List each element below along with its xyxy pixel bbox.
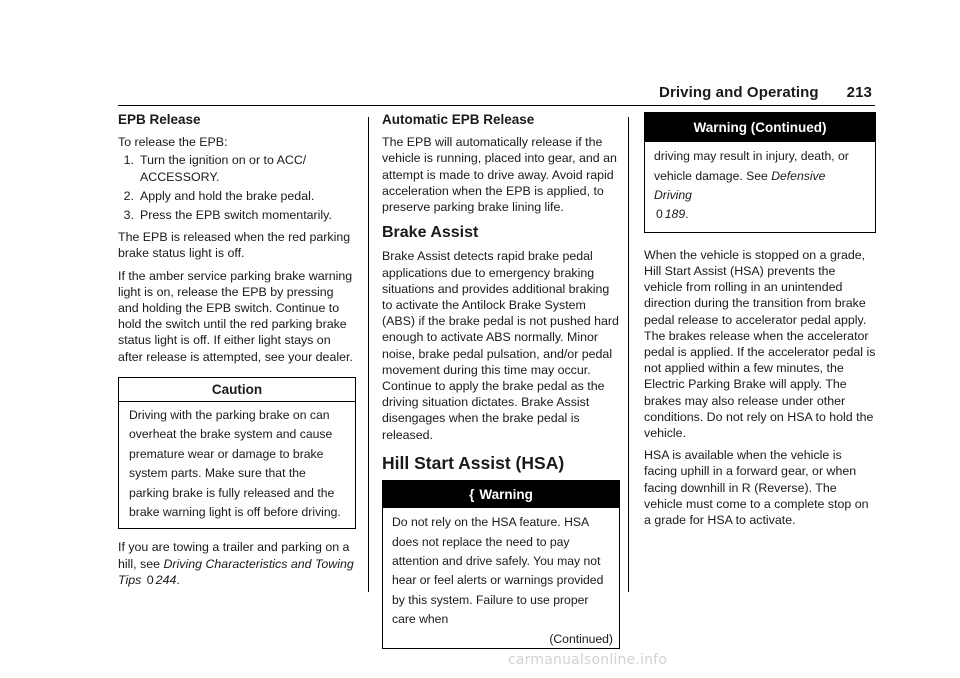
auto-epb-body: The EPB will automatically release if the vehicle is running, placed into gear, and an attempt is made to drive away. Avoid rapid acceleration when the EPB is applied, to preserve parking brake lining life. — [382, 135, 617, 215]
warning-title: Warning — [479, 487, 533, 503]
warning-icon: { — [469, 487, 475, 503]
page-number: 213 — [846, 84, 872, 101]
brake-assist-heading: Brake Assist — [382, 224, 479, 242]
towing-tips-link[interactable]: Driving Characteristics and Towing Tips — [118, 556, 354, 587]
watermark: carmanualsonline.info — [508, 652, 668, 668]
caution-title: Caution — [119, 378, 355, 402]
auto-epb-heading: Automatic EPB Release — [382, 112, 535, 127]
towing-paragraph: If you are towing a trailer and parking on a hill, see Driving Characteristics and Towing Tips 0 244. — [118, 540, 354, 587]
warning-continued-box — [644, 112, 876, 233]
warning-continued-body: driving may result in injury, death, or vehicle damage. See Defensive Driving 0 189. — [645, 142, 875, 232]
page-reference-icon: 0 — [656, 207, 663, 222]
hsa-availability: HSA is available when the vehicle is facing uphill in a forward gear, or when facing downhill in R (Reverse). The vehicle must come to a complete stop on a grade for HSA to activate. — [644, 448, 869, 528]
column-2 — [382, 112, 620, 649]
defensive-driving-link[interactable]: Defensive Driving — [654, 168, 826, 203]
epb-release-intro: To release the EPB: — [118, 135, 228, 150]
hsa-description: When the vehicle is stopped on a grade, Hill Start Assist (HSA) prevents the vehicle from rolling in an unintended direction during the transition from brake pedal release to accelerator pedal apply. The brakes release when the accelerator pedal is applied. If the accelerator pedal is not applied within a few minutes, the Electric Parking Brake will apply. The brakes may also release under other conditions. Do not rely on HSA to hold the vehicle. — [644, 247, 876, 441]
step-item: 1. Turn the ignition on or to ACC/ ACCESSORY. — [123, 153, 307, 184]
epb-release-heading: EPB Release — [118, 112, 201, 127]
towing-page-ref[interactable]: 244 — [155, 572, 177, 587]
column-1 — [118, 112, 356, 594]
section-title: Driving and Operating — [659, 84, 819, 101]
step-item: 2. Apply and hold the brake pedal. — [123, 188, 315, 203]
page-reference-icon: 0 — [146, 572, 154, 587]
column-divider-1 — [368, 117, 369, 592]
page-header — [0, 84, 872, 101]
column-3 — [644, 112, 876, 534]
defensive-driving-page-ref[interactable]: 189 — [664, 207, 686, 222]
caution-body: Driving with the parking brake on can overheat the brake system and cause premature wear or damage to brake system parts. Make sure that the parking brake is fully released and the brake warning light is off before driving. — [129, 408, 341, 520]
warning-title-bar — [383, 481, 619, 508]
hsa-heading: Hill Start Assist (HSA) — [382, 452, 565, 473]
warning-continued-title: Warning (Continued) — [645, 113, 875, 142]
continued-label: (Continued) — [549, 631, 613, 646]
warning-box — [382, 480, 620, 649]
column-divider-2 — [628, 117, 629, 592]
warning-body: Do not rely on the HSA feature. HSA does not replace the need to pay attention and drive safely. You may not hear or feel alerts or warnings provided by this system. Failure to use proper care when — [392, 515, 604, 627]
caution-box — [118, 377, 356, 530]
step-item: 3. Press the EPB switch momentarily. — [123, 208, 332, 223]
amber-light-paragraph: If the amber service parking brake warning light is on, release the EPB by pressing and holding the EPB switch. Continue to hold the switch until the red parking brake status light is off. If either light stays on after release is attempted, see your dealer. — [118, 268, 353, 364]
brake-assist-body: Brake Assist detects rapid brake pedal applications due to emergency braking situations and provides additional braking to activate the Antilock Brake System (ABS) if the brake pedal is not pushed hard enough to activate ABS normally. Minor noise, brake pedal pulsation, and/or pedal movement during this time may occur. Continue to apply the brake pedal as the driving situation dictates. Brake Assist disengages when the brake pedal is released. — [382, 249, 619, 442]
epb-release-steps — [118, 152, 356, 223]
header-rule — [118, 105, 875, 106]
epb-released-paragraph: The EPB is released when the red parking brake status light is off. — [118, 230, 351, 261]
